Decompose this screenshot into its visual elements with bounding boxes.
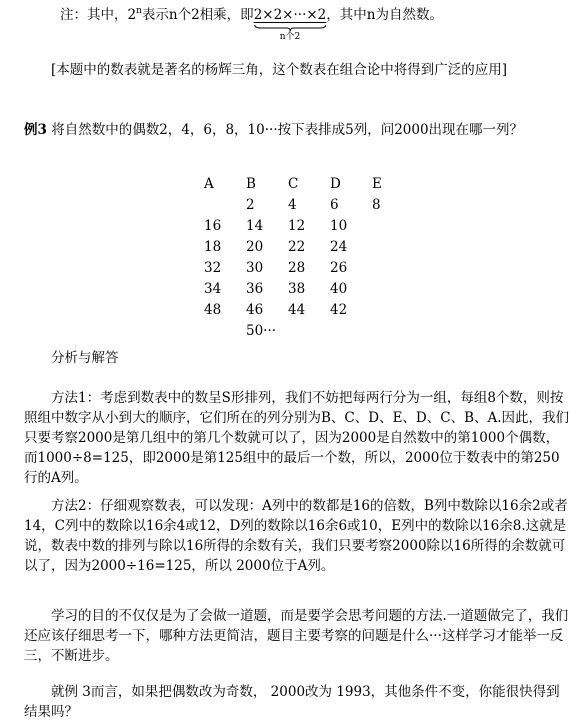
table-cell: 36 xyxy=(246,280,264,297)
table-cell xyxy=(204,320,246,341)
column-header: A xyxy=(204,175,214,192)
followup-paragraph: 就例 3而言，如果把偶数改为奇数， 2000改为 1993，其他条件不变，你能很快得到结果吗？ xyxy=(24,684,560,720)
table-row xyxy=(204,320,414,341)
example-question xyxy=(24,120,572,140)
column-header: C xyxy=(288,175,299,192)
table-cell: 38 xyxy=(288,280,306,297)
table-cell: 16 xyxy=(204,217,222,234)
table-cell xyxy=(372,257,414,278)
example-label: 例3 xyxy=(24,122,47,138)
section-title: 分析与解答 xyxy=(51,350,119,366)
table-cell xyxy=(372,278,414,299)
table-cell: 20 xyxy=(246,238,264,255)
table-row xyxy=(204,215,414,236)
table-cell: 18 xyxy=(204,238,222,255)
table-row xyxy=(204,257,414,278)
note-line xyxy=(60,3,443,42)
table-cell: 32 xyxy=(204,259,222,276)
column-header: E xyxy=(372,175,382,192)
product-expression: 2×2×···×2 xyxy=(253,7,327,23)
table-cell: 42 xyxy=(330,301,348,318)
table-cell: 46 xyxy=(246,301,264,318)
example-text: 将自然数中的偶数2，4，6，8，10···按下表排成5列，问2000出现在哪一列？ xyxy=(51,122,524,138)
table-row xyxy=(204,299,414,320)
table-cell xyxy=(372,236,414,257)
table-row xyxy=(204,236,414,257)
table-cell xyxy=(372,320,414,341)
method2-paragraph: 方法2：仔细观察数表，可以发现：A列中的数都是16的倍数，B列中数除以16余2或者14，C列中的数除以16余4或12，D列的数除以16余6或10，E列中的数除以16余8.这就是说，数表中数的排列与除以16所得的余数有关，我们只要考察2000除以16所得的余数就可以了，因为2000÷16=125，所以 2000位于A列。 xyxy=(24,498,568,574)
underbrace-label: n个2 xyxy=(279,32,301,42)
table-header-row xyxy=(204,173,414,194)
table-cell: 14 xyxy=(246,217,264,234)
table-cell: 22 xyxy=(288,238,306,255)
table-cell: 26 xyxy=(330,259,348,276)
table-cell: 24 xyxy=(330,238,348,255)
table-cell: 40 xyxy=(330,280,348,297)
table-cell: 34 xyxy=(204,280,222,297)
table-cell xyxy=(372,299,414,320)
table-cell xyxy=(288,320,330,341)
table-cell: 44 xyxy=(288,301,306,318)
note-middle: 表示n个2相乘，即 xyxy=(141,7,254,23)
number-table xyxy=(204,173,414,341)
note-prefix: 注：其中，2 xyxy=(60,7,137,23)
remark-paragraph: [本题中的数表就是著名的杨辉三角，这个数表在组合论中将得到广泛的应用] xyxy=(51,62,508,78)
table-cell: 28 xyxy=(288,259,306,276)
table-cell: 4 xyxy=(288,196,297,213)
table-cell xyxy=(204,194,246,215)
table-cell: 8 xyxy=(372,196,381,213)
note-suffix: ，其中n为自然数。 xyxy=(326,7,443,23)
table-cell: 50··· xyxy=(246,322,277,339)
table-cell: 10 xyxy=(330,217,348,234)
column-header: D xyxy=(330,175,341,192)
method1-paragraph: 方法1：考虑到数表中的数呈S形排列，我们不妨把每两行分为一组，每组8个数，则按照组中数字从小到大的顺序，它们所在的列分别为B、C、D、E、D、C、B、A.因此，我们只要考察2000是第几组中的第几个数就可以了，因为2000是自然数中的第1000个偶数，而1000÷8=125，即2000是第125组中的最后一个数，所以，2000位于数表中的第250行的A列。 xyxy=(24,390,570,486)
table-cell: 48 xyxy=(204,301,222,318)
table-cell: 12 xyxy=(288,217,306,234)
column-header: B xyxy=(246,175,256,192)
table-cell: 30 xyxy=(246,259,264,276)
table-cell xyxy=(330,320,372,341)
table-cell: 2 xyxy=(246,196,255,213)
table-cell xyxy=(372,215,414,236)
table-row xyxy=(204,278,414,299)
note-exponent: n xyxy=(136,6,142,16)
table-cell: 6 xyxy=(330,196,339,213)
underbrace-expression xyxy=(253,7,327,42)
table-row xyxy=(204,194,414,215)
reflection-paragraph: 学习的目的不仅仅是为了会做一道题，而是要学会思考问题的方法.一道题做完了，我们还应该仔细思考一下，哪种方法更简洁，题目主要考察的问题是什么···这样学习才能举一反三，不断进步。 xyxy=(24,608,569,664)
